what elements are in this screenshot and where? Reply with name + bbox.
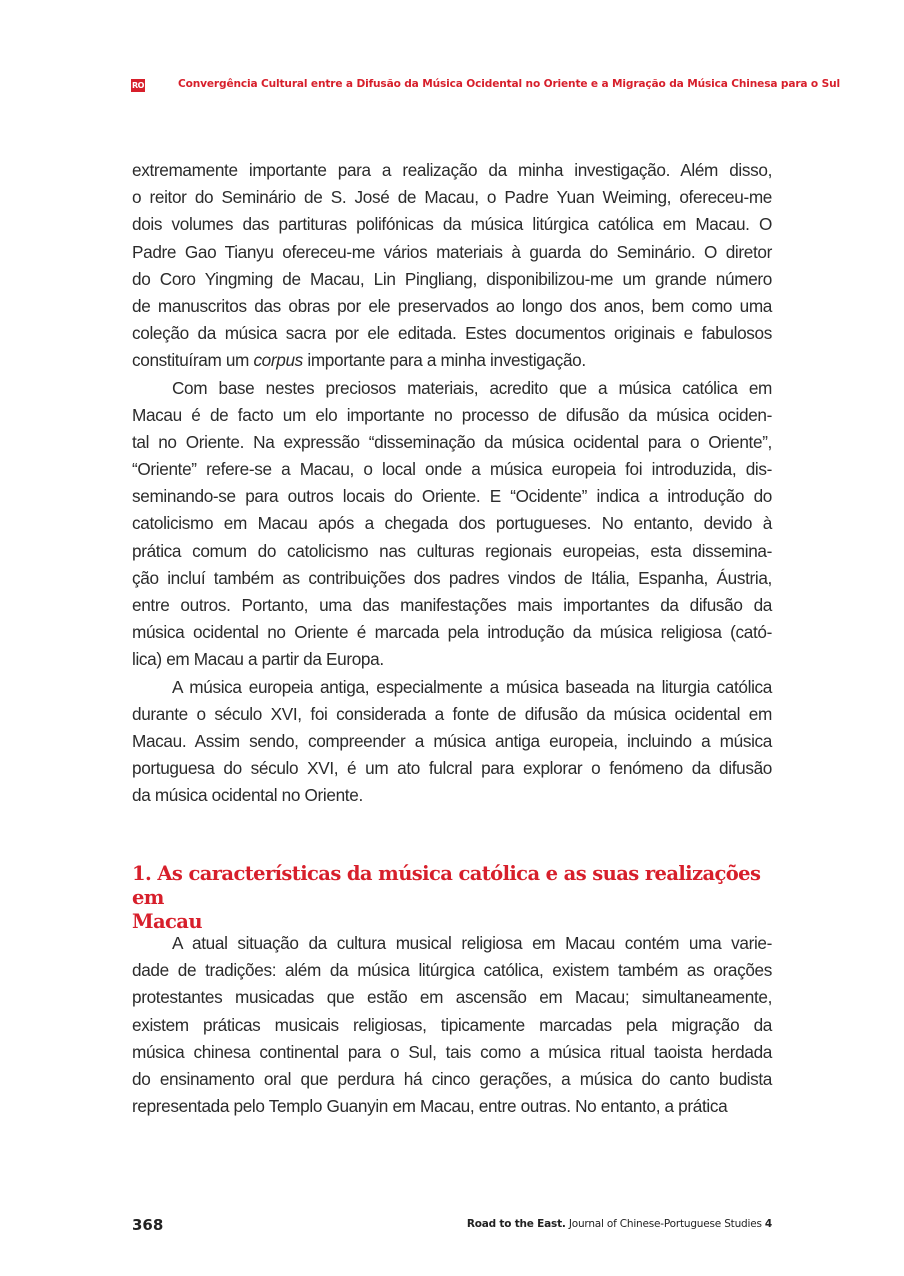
running-header (131, 78, 840, 95)
text-line: constituíram um corpus importante para a minha investigação. (132, 350, 586, 371)
text-line: extremamente importante para a realização da minha investigação. Além disso, (132, 160, 772, 180)
text-line: existem práticas musicais religiosas, tipicamente marcadas pela migração da (132, 1014, 772, 1035)
text-line: coleção da música sacra por ele editada. Estes documentos originais e fabulosos (132, 323, 772, 344)
text-line: Com base nestes preciosos materiais, acredito que a música católica em (172, 377, 772, 398)
text-line: A música europeia antiga, especialmente a música baseada na liturgia católica (172, 676, 772, 697)
text-line: durante o século XVI, foi considerada a fonte de difusão da música ocidental em (132, 703, 772, 724)
text-line: catolicismo em Macau após a chegada dos portugueses. No entanto, devido à (132, 513, 772, 534)
text-line: da música ocidental no Oriente. (132, 785, 363, 806)
running-title: Convergência Cultural entre a Difusão da Música Ocidental no Oriente e a Migração da Música Chinesa para o Sul (178, 78, 840, 90)
text-line: do ensinamento oral que perdura há cinco gerações, a música do canto budista (132, 1068, 772, 1089)
text-line: música ocidental no Oriente é marcada pela introdução da música religiosa (cató- (132, 622, 772, 643)
section-heading-line-1: 1. As características da música católica e as suas realizações em (132, 862, 761, 909)
text-line: música chinesa continental para o Sul, tais como a música ritual taoista herdada (132, 1041, 772, 1062)
text-line: de manuscritos das obras por ele preservados ao longo dos anos, bem como uma (132, 295, 772, 316)
text-line: portuguesa do século XVI, é um ato fulcral para explorar o fenómeno da difusão (132, 758, 772, 779)
text-line: do Coro Yingming de Macau, Lin Pingliang, disponibilizou-me um grande número (132, 268, 772, 289)
section-heading-line-2: Macau (132, 910, 202, 933)
text-line: protestantes musicadas que estão em ascensão em Macau; simultaneamente, (132, 987, 772, 1008)
section-body-text (132, 930, 772, 1120)
text-line: “Oriente” refere-se a Macau, o local onde a música europeia foi introduzida, dis- (132, 459, 772, 480)
text-line: tal no Oriente. Na expressão “disseminação da música ocidental para o Oriente”, (132, 431, 772, 452)
text-line: seminando-se para outros locais do Oriente. E “Ocidente” indica a introdução do (132, 486, 772, 507)
journal-subtitle: Journal of Chinese-Portuguese Studies (565, 1218, 765, 1230)
text-line: representada pelo Templo Guanyin em Macau, entre outras. No entanto, a prática (132, 1096, 728, 1117)
text-line: Macau é de facto um elo importante no processo de difusão da música ociden- (132, 404, 772, 425)
page-number: 368 (132, 1216, 164, 1234)
text-line: Macau. Assim sendo, compreender a música antiga europeia, incluindo a música (132, 730, 772, 751)
italic-term: corpus (253, 350, 303, 371)
section-heading (132, 862, 782, 934)
body-text-block (132, 157, 772, 810)
text-line: o reitor do Seminário de S. José de Macau, o Padre Yuan Weiming, ofereceu-me (132, 187, 772, 208)
journal-title: Road to the East. (466, 1218, 566, 1230)
text-line: ção incluí também as contribuições dos padres vindos de Itália, Espanha, Áustria, (132, 567, 772, 588)
text-line: dade de tradições: além da música litúrgica católica, existem também as orações (132, 960, 772, 981)
text-line: A atual situação da cultura musical religiosa em Macau contém uma varie- (172, 933, 772, 953)
journal-logo-icon: RO (132, 81, 144, 90)
text-line: prática comum do catolicismo nas culturas regionais europeias, esta dissemina- (132, 540, 772, 561)
text-line: entre outros. Portanto, uma das manifestações mais importantes da difusão da (132, 595, 772, 615)
text-line: Padre Gao Tianyu ofereceu-me vários materiais à guarda do Seminário. O diretor (132, 241, 772, 262)
journal-issue: 4 (764, 1218, 772, 1230)
text-line: dois volumes das partituras polifónicas da música litúrgica católica em Macau. O (132, 214, 772, 235)
journal-citation (467, 1218, 772, 1230)
text-line: lica) em Macau a partir da Europa. (132, 649, 384, 670)
